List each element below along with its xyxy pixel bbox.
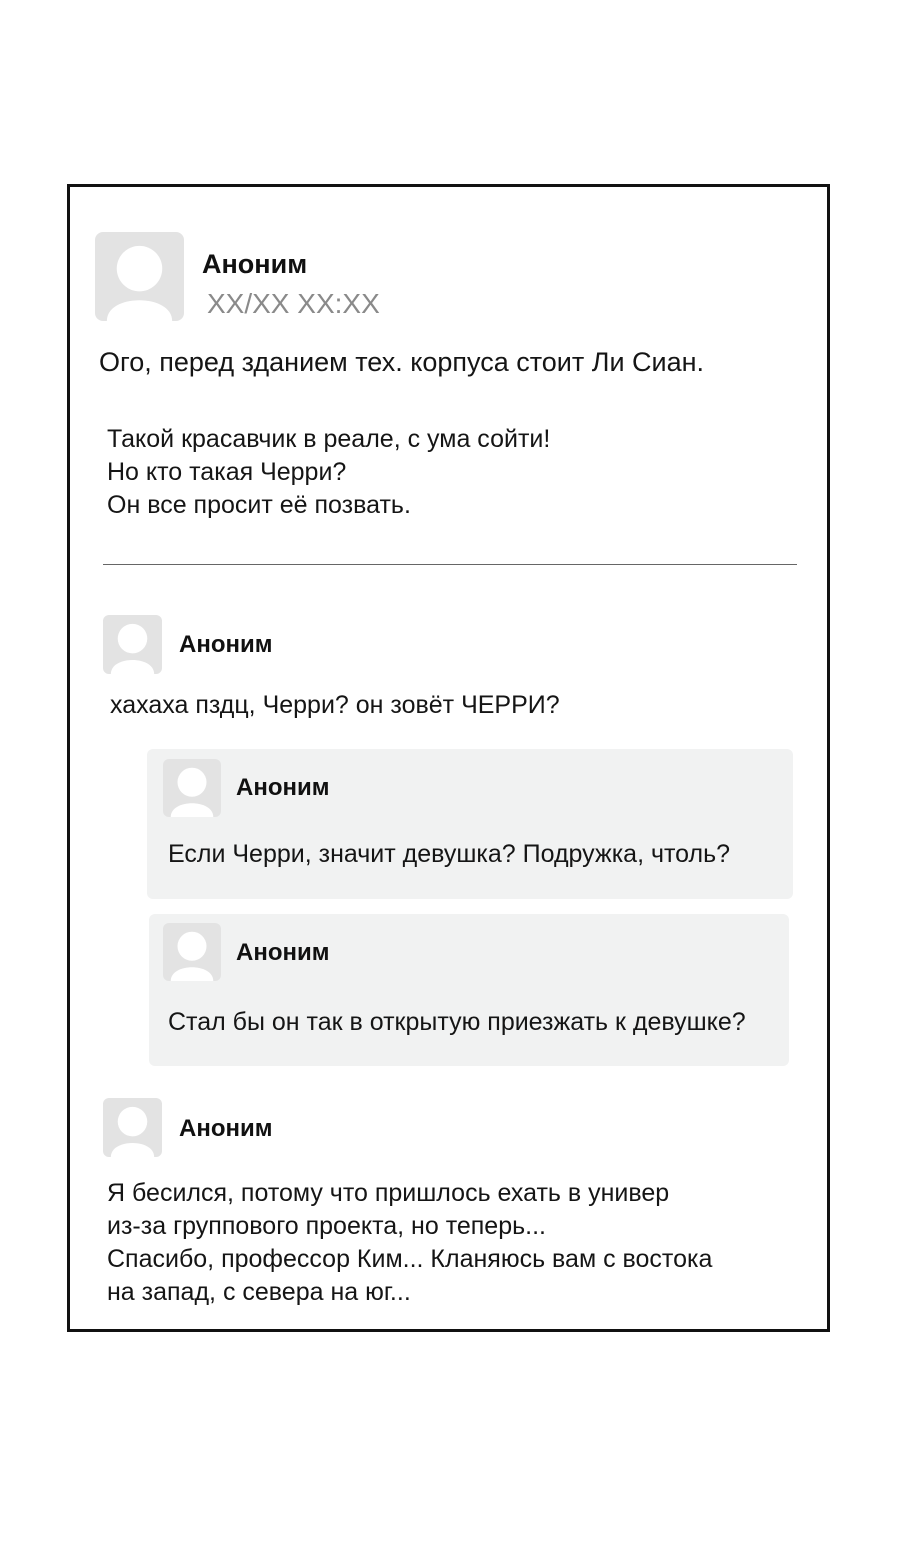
reply-author-avatar-icon[interactable] — [163, 923, 221, 981]
reply-author-name[interactable]: Аноним — [236, 939, 330, 966]
comment-text — [107, 1177, 712, 1309]
comment-text-line: из-за группового проекта, но теперь... — [107, 1212, 546, 1240]
post-author-name[interactable]: Аноним — [202, 249, 308, 279]
comments-divider — [103, 564, 797, 565]
post-author-avatar-icon[interactable] — [95, 232, 184, 321]
post-paragraph-2 — [107, 423, 550, 522]
reply-card — [147, 749, 793, 899]
reply-author-name[interactable]: Аноним — [236, 774, 330, 801]
post-paragraph-1: Ого, перед зданием тех. корпуса стоит Ли Сиан. — [99, 347, 705, 377]
comment-author-name[interactable]: Аноним — [179, 1115, 273, 1142]
reply-text: Если Черри, значит девушка? Подружка, чтоль? — [168, 840, 731, 868]
post-timestamp: XX/XX XX:XX — [207, 288, 380, 319]
comment-text-line: Спасибо, профессор Ким... Кланяюсь вам с востока — [107, 1245, 713, 1273]
post-paragraph-2-line: Он все просит её позвать. — [107, 491, 411, 519]
reply-text: Стал бы он так в открытую приезжать к девушке? — [168, 1008, 746, 1036]
post-card — [67, 184, 830, 1332]
comment-author-avatar-icon[interactable] — [103, 1098, 162, 1157]
post-paragraph-2-line: Но кто такая Черри? — [107, 458, 347, 486]
post-paragraph-2-line: Такой красавчик в реале, с ума сойти! — [107, 425, 551, 453]
comment-text: хахаха пздц, Черри? он зовёт ЧЕРРИ? — [110, 691, 560, 719]
comment-author-name[interactable]: Аноним — [179, 631, 273, 658]
comment-text-line: Я бесился, потому что пришлось ехать в универ — [107, 1179, 670, 1207]
reply-card — [149, 914, 789, 1066]
reply-author-avatar-icon[interactable] — [163, 759, 221, 817]
comment-text-line: на запад, с севера на юг... — [107, 1278, 411, 1306]
comment-author-avatar-icon[interactable] — [103, 615, 162, 674]
